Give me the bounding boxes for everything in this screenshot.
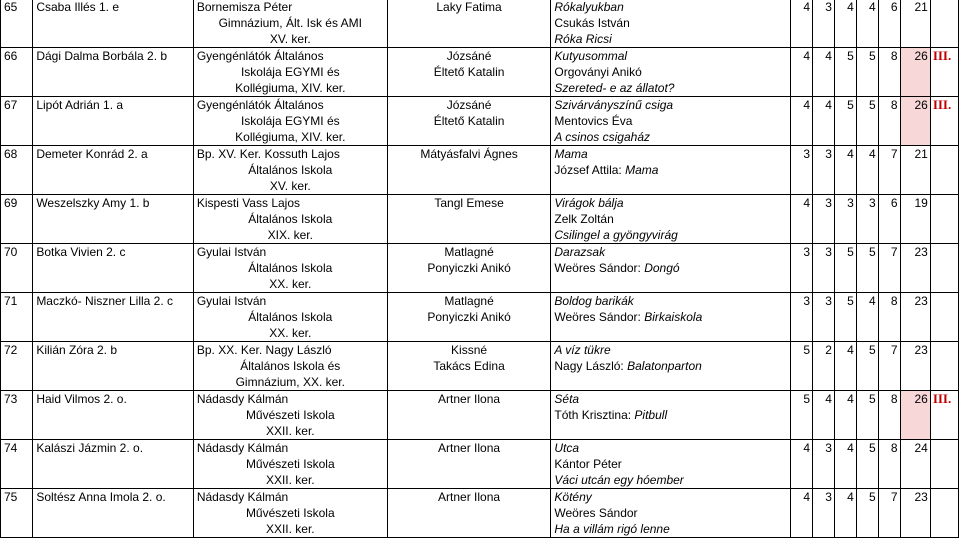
score-cell: 6: [878, 0, 900, 48]
teacher-line: Laky Fatima: [436, 0, 502, 14]
piece-line: [554, 358, 787, 374]
score-cell: 4: [834, 489, 856, 538]
score-cell: 4: [834, 440, 856, 489]
teacher-line: Éltető Katalin: [433, 114, 505, 128]
prize-cell: [930, 146, 958, 195]
row-number: 73: [1, 391, 33, 440]
prize-cell: [930, 0, 958, 48]
author-name: Nagy László:: [554, 359, 628, 373]
piece-line: Róka Ricsi: [554, 32, 612, 46]
school-cell: [193, 244, 387, 293]
school-line: XX. ker.: [269, 277, 312, 291]
teacher-cell: [387, 48, 551, 97]
piece-line: [554, 407, 787, 423]
school-line: Iskolája EGYMI és: [240, 65, 340, 79]
poem-title: Balatonparton: [627, 359, 702, 373]
score-cell: 5: [856, 391, 878, 440]
score-cell: 5: [834, 48, 856, 97]
score-cell: 5: [856, 244, 878, 293]
school-line: Iskolája EGYMI és: [240, 114, 340, 128]
score-cell: 5: [856, 48, 878, 97]
teacher-cell: [387, 489, 551, 538]
school-line: Gimnázium, Ált. Isk és AMI: [218, 16, 362, 30]
score-cell: 3: [813, 146, 835, 195]
piece-line: Mama: [554, 147, 588, 161]
score-cell: 5: [834, 97, 856, 146]
score-cell: 7: [878, 146, 900, 195]
teacher-cell: [387, 0, 551, 48]
school-line: XV. ker.: [269, 32, 311, 46]
total-score: 19: [900, 195, 930, 244]
school-cell: [193, 489, 387, 538]
score-cell: 3: [791, 146, 813, 195]
school-cell: [193, 293, 387, 342]
score-cell: 4: [791, 195, 813, 244]
score-cell: 3: [791, 244, 813, 293]
school-line: XIX. ker.: [267, 228, 313, 242]
school-line: Gyengénlátók Általános: [196, 49, 324, 63]
total-score: 21: [900, 146, 930, 195]
piece-line: Kántor Péter: [554, 457, 622, 471]
row-number: 69: [1, 195, 33, 244]
student-name: Dági Dalma Borbála 2. b: [33, 48, 194, 97]
score-cell: 3: [813, 293, 835, 342]
student-name: Demeter Konrád 2. a: [33, 146, 194, 195]
school-line: Bp. XV. Ker. Kossuth Lajos: [196, 147, 340, 161]
piece-cell: [551, 440, 791, 489]
total-score: 23: [900, 489, 930, 538]
teacher-line: Kissné: [451, 343, 488, 357]
author-name: József Attila:: [554, 163, 626, 177]
score-cell: 5: [791, 391, 813, 440]
teacher-line: Takács Edina: [433, 359, 505, 373]
piece-line: [554, 309, 787, 325]
score-cell: 7: [878, 244, 900, 293]
piece-line: Csukás István: [554, 16, 630, 30]
row-number: 67: [1, 97, 33, 146]
school-line: Kollégiuma, XIV. ker.: [235, 130, 346, 144]
school-line: Általános Iskola: [248, 212, 333, 226]
teacher-line: Józsáné: [446, 98, 492, 112]
row-number: 74: [1, 440, 33, 489]
piece-cell: [551, 244, 791, 293]
piece-line: Virágok bálja: [554, 196, 624, 210]
school-line: Gyengénlátók Általános: [196, 98, 324, 112]
score-cell: 5: [856, 440, 878, 489]
piece-cell: [551, 195, 791, 244]
table-row: [1, 97, 959, 146]
teacher-line: Matlagné: [444, 245, 494, 259]
student-name: Haid Vilmos 2. o.: [33, 391, 194, 440]
table-row: [1, 342, 959, 391]
score-cell: 3: [813, 489, 835, 538]
poem-title: Dongó: [644, 261, 680, 275]
piece-cell: [551, 0, 791, 48]
school-line: Általános Iskola: [248, 163, 333, 177]
score-cell: 4: [791, 0, 813, 48]
school-line: Kispesti Vass Lajos: [196, 196, 301, 210]
poem-title: Birkaiskola: [644, 310, 703, 324]
score-cell: 8: [878, 48, 900, 97]
score-cell: 4: [856, 146, 878, 195]
table-row: [1, 244, 959, 293]
teacher-cell: [387, 97, 551, 146]
row-number: 68: [1, 146, 33, 195]
school-line: Gyulai István: [196, 245, 267, 259]
row-number: 72: [1, 342, 33, 391]
piece-line: Szivárványszínű csiga: [554, 98, 674, 112]
score-cell: 7: [878, 489, 900, 538]
piece-line: [554, 162, 787, 178]
student-name: Soltész Anna Imola 2. o.: [33, 489, 194, 538]
teacher-cell: [387, 391, 551, 440]
score-cell: 8: [878, 97, 900, 146]
score-cell: 3: [813, 244, 835, 293]
student-name: Kalászi Jázmin 2. o.: [33, 440, 194, 489]
prize-cell: [930, 244, 958, 293]
school-line: Általános Iskola: [248, 261, 333, 275]
piece-cell: [551, 342, 791, 391]
score-cell: 2: [813, 342, 835, 391]
school-line: Bornemisza Péter: [196, 0, 293, 14]
piece-line: Kutyusommal: [554, 49, 628, 63]
score-cell: 3: [813, 195, 835, 244]
student-name: Maczkó- Niszner Lilla 2. c: [33, 293, 194, 342]
school-cell: [193, 391, 387, 440]
score-cell: 4: [813, 97, 835, 146]
teacher-line: Artner Ilona: [438, 490, 501, 504]
score-cell: 4: [791, 489, 813, 538]
piece-line: Ha a villám rigó lenne: [554, 522, 670, 536]
teacher-line: Tangl Emese: [434, 196, 504, 210]
score-cell: 5: [834, 293, 856, 342]
table-row: [1, 195, 959, 244]
prize-cell: III.: [930, 97, 958, 146]
score-cell: 5: [856, 489, 878, 538]
piece-line: Váci utcán egy hóember: [554, 473, 684, 487]
piece-line: Rókalyukban: [554, 0, 624, 14]
school-cell: [193, 0, 387, 48]
poem-title: Mama: [625, 163, 659, 177]
score-cell: 8: [878, 440, 900, 489]
score-cell: 8: [878, 391, 900, 440]
piece-cell: [551, 489, 791, 538]
poem-title: Pitbull: [634, 408, 668, 422]
piece-cell: [551, 146, 791, 195]
student-name: Kilián Zóra 2. b: [33, 342, 194, 391]
school-cell: [193, 342, 387, 391]
score-cell: 8: [878, 293, 900, 342]
total-score: 23: [900, 342, 930, 391]
row-number: 70: [1, 244, 33, 293]
teacher-line: Ponyiczki Anikó: [427, 261, 511, 275]
score-cell: 4: [813, 391, 835, 440]
student-name: Botka Vivien 2. c: [33, 244, 194, 293]
teacher-cell: [387, 293, 551, 342]
results-table-body: [1, 0, 959, 538]
teacher-line: Artner Ilona: [438, 392, 501, 406]
score-cell: 5: [856, 97, 878, 146]
school-line: Művészeti Iskola: [245, 506, 335, 520]
piece-line: A csinos csigaház: [554, 130, 650, 144]
score-cell: 4: [834, 391, 856, 440]
school-line: Nádasdy Kálmán: [196, 441, 289, 455]
table-row: [1, 293, 959, 342]
piece-cell: [551, 48, 791, 97]
score-cell: 4: [791, 440, 813, 489]
student-name: Lipót Adrián 1. a: [33, 97, 194, 146]
total-score: 21: [900, 0, 930, 48]
school-cell: [193, 146, 387, 195]
total-score: 23: [900, 244, 930, 293]
score-cell: 4: [791, 97, 813, 146]
school-line: Nádasdy Kálmán: [196, 392, 289, 406]
table-row: [1, 391, 959, 440]
school-line: XXII. ker.: [265, 424, 315, 438]
teacher-cell: [387, 146, 551, 195]
teacher-line: Matlagné: [444, 294, 494, 308]
table-row: [1, 48, 959, 97]
school-cell: [193, 48, 387, 97]
table-row: [1, 489, 959, 538]
school-line: XXII. ker.: [265, 522, 315, 536]
piece-line: Séta: [554, 392, 580, 406]
score-cell: 3: [834, 195, 856, 244]
piece-cell: [551, 391, 791, 440]
school-line: Nádasdy Kálmán: [196, 490, 289, 504]
score-cell: 4: [834, 0, 856, 48]
school-line: Kollégiuma, XIV. ker.: [235, 81, 346, 95]
school-line: Általános Iskola és: [240, 359, 341, 373]
school-line: XV. ker.: [269, 179, 311, 193]
piece-line: [554, 260, 787, 276]
score-cell: 4: [856, 293, 878, 342]
teacher-line: Mátyásfalvi Ágnes: [420, 147, 518, 161]
school-line: Bp. XX. Ker. Nagy László: [196, 343, 332, 357]
piece-cell: [551, 293, 791, 342]
row-number: 75: [1, 489, 33, 538]
score-cell: 7: [878, 342, 900, 391]
school-line: Gimnázium, XX. ker.: [235, 375, 345, 389]
teacher-line: Józsáné: [446, 49, 492, 63]
teacher-cell: [387, 244, 551, 293]
score-cell: 4: [791, 48, 813, 97]
piece-line: Zelk Zoltán: [554, 212, 614, 226]
school-line: Művészeti Iskola: [245, 457, 335, 471]
teacher-cell: [387, 195, 551, 244]
piece-line: Utca: [554, 441, 580, 455]
prize-cell: [930, 342, 958, 391]
total-score: 24: [900, 440, 930, 489]
school-cell: [193, 97, 387, 146]
score-cell: 4: [856, 0, 878, 48]
teacher-line: Éltető Katalin: [433, 65, 505, 79]
table-row: [1, 146, 959, 195]
piece-line: Mentovics Éva: [554, 114, 633, 128]
author-name: Tóth Krisztina:: [554, 408, 635, 422]
teacher-cell: [387, 440, 551, 489]
school-line: XXII. ker.: [265, 473, 315, 487]
author-name: Weöres Sándor:: [554, 261, 645, 275]
prize-cell: [930, 195, 958, 244]
piece-cell: [551, 97, 791, 146]
student-name: Weszelszky Amy 1. b: [33, 195, 194, 244]
prize-cell: III.: [930, 391, 958, 440]
piece-line: Boldog barikák: [554, 294, 634, 308]
score-cell: 5: [834, 244, 856, 293]
score-cell: 3: [791, 293, 813, 342]
piece-line: Weöres Sándor: [554, 506, 638, 520]
author-name: Weöres Sándor:: [554, 310, 645, 324]
score-cell: 3: [813, 440, 835, 489]
student-name: Csaba Illés 1. e: [33, 0, 194, 48]
piece-line: Orgoványi Anikó: [554, 65, 642, 79]
table-row: [1, 0, 959, 48]
row-number: 65: [1, 0, 33, 48]
score-cell: 3: [856, 195, 878, 244]
prize-cell: [930, 293, 958, 342]
score-cell: 6: [878, 195, 900, 244]
score-cell: 4: [834, 342, 856, 391]
table-row: [1, 440, 959, 489]
prize-cell: [930, 440, 958, 489]
school-line: XX. ker.: [269, 326, 312, 340]
school-line: Művészeti Iskola: [245, 408, 335, 422]
score-cell: 4: [813, 48, 835, 97]
total-score: 26: [900, 48, 930, 97]
score-cell: 5: [791, 342, 813, 391]
school-line: Gyulai István: [196, 294, 267, 308]
school-line: Általános Iskola: [248, 310, 333, 324]
piece-line: Csilingel a gyöngyvirág: [554, 228, 678, 242]
prize-cell: [930, 489, 958, 538]
piece-line: Kötény: [554, 490, 592, 504]
score-cell: 4: [834, 146, 856, 195]
school-cell: [193, 195, 387, 244]
total-score: 23: [900, 293, 930, 342]
piece-line: A víz tükre: [554, 343, 611, 357]
piece-line: Darazsak: [554, 245, 606, 259]
school-cell: [193, 440, 387, 489]
score-cell: 5: [856, 342, 878, 391]
teacher-line: Ponyiczki Anikó: [427, 310, 511, 324]
piece-line: Szereted- e az állatot?: [554, 81, 675, 95]
row-number: 66: [1, 48, 33, 97]
score-cell: 3: [813, 0, 835, 48]
total-score: 26: [900, 391, 930, 440]
prize-cell: III.: [930, 48, 958, 97]
row-number: 71: [1, 293, 33, 342]
teacher-line: Artner Ilona: [438, 441, 501, 455]
teacher-cell: [387, 342, 551, 391]
total-score: 26: [900, 97, 930, 146]
